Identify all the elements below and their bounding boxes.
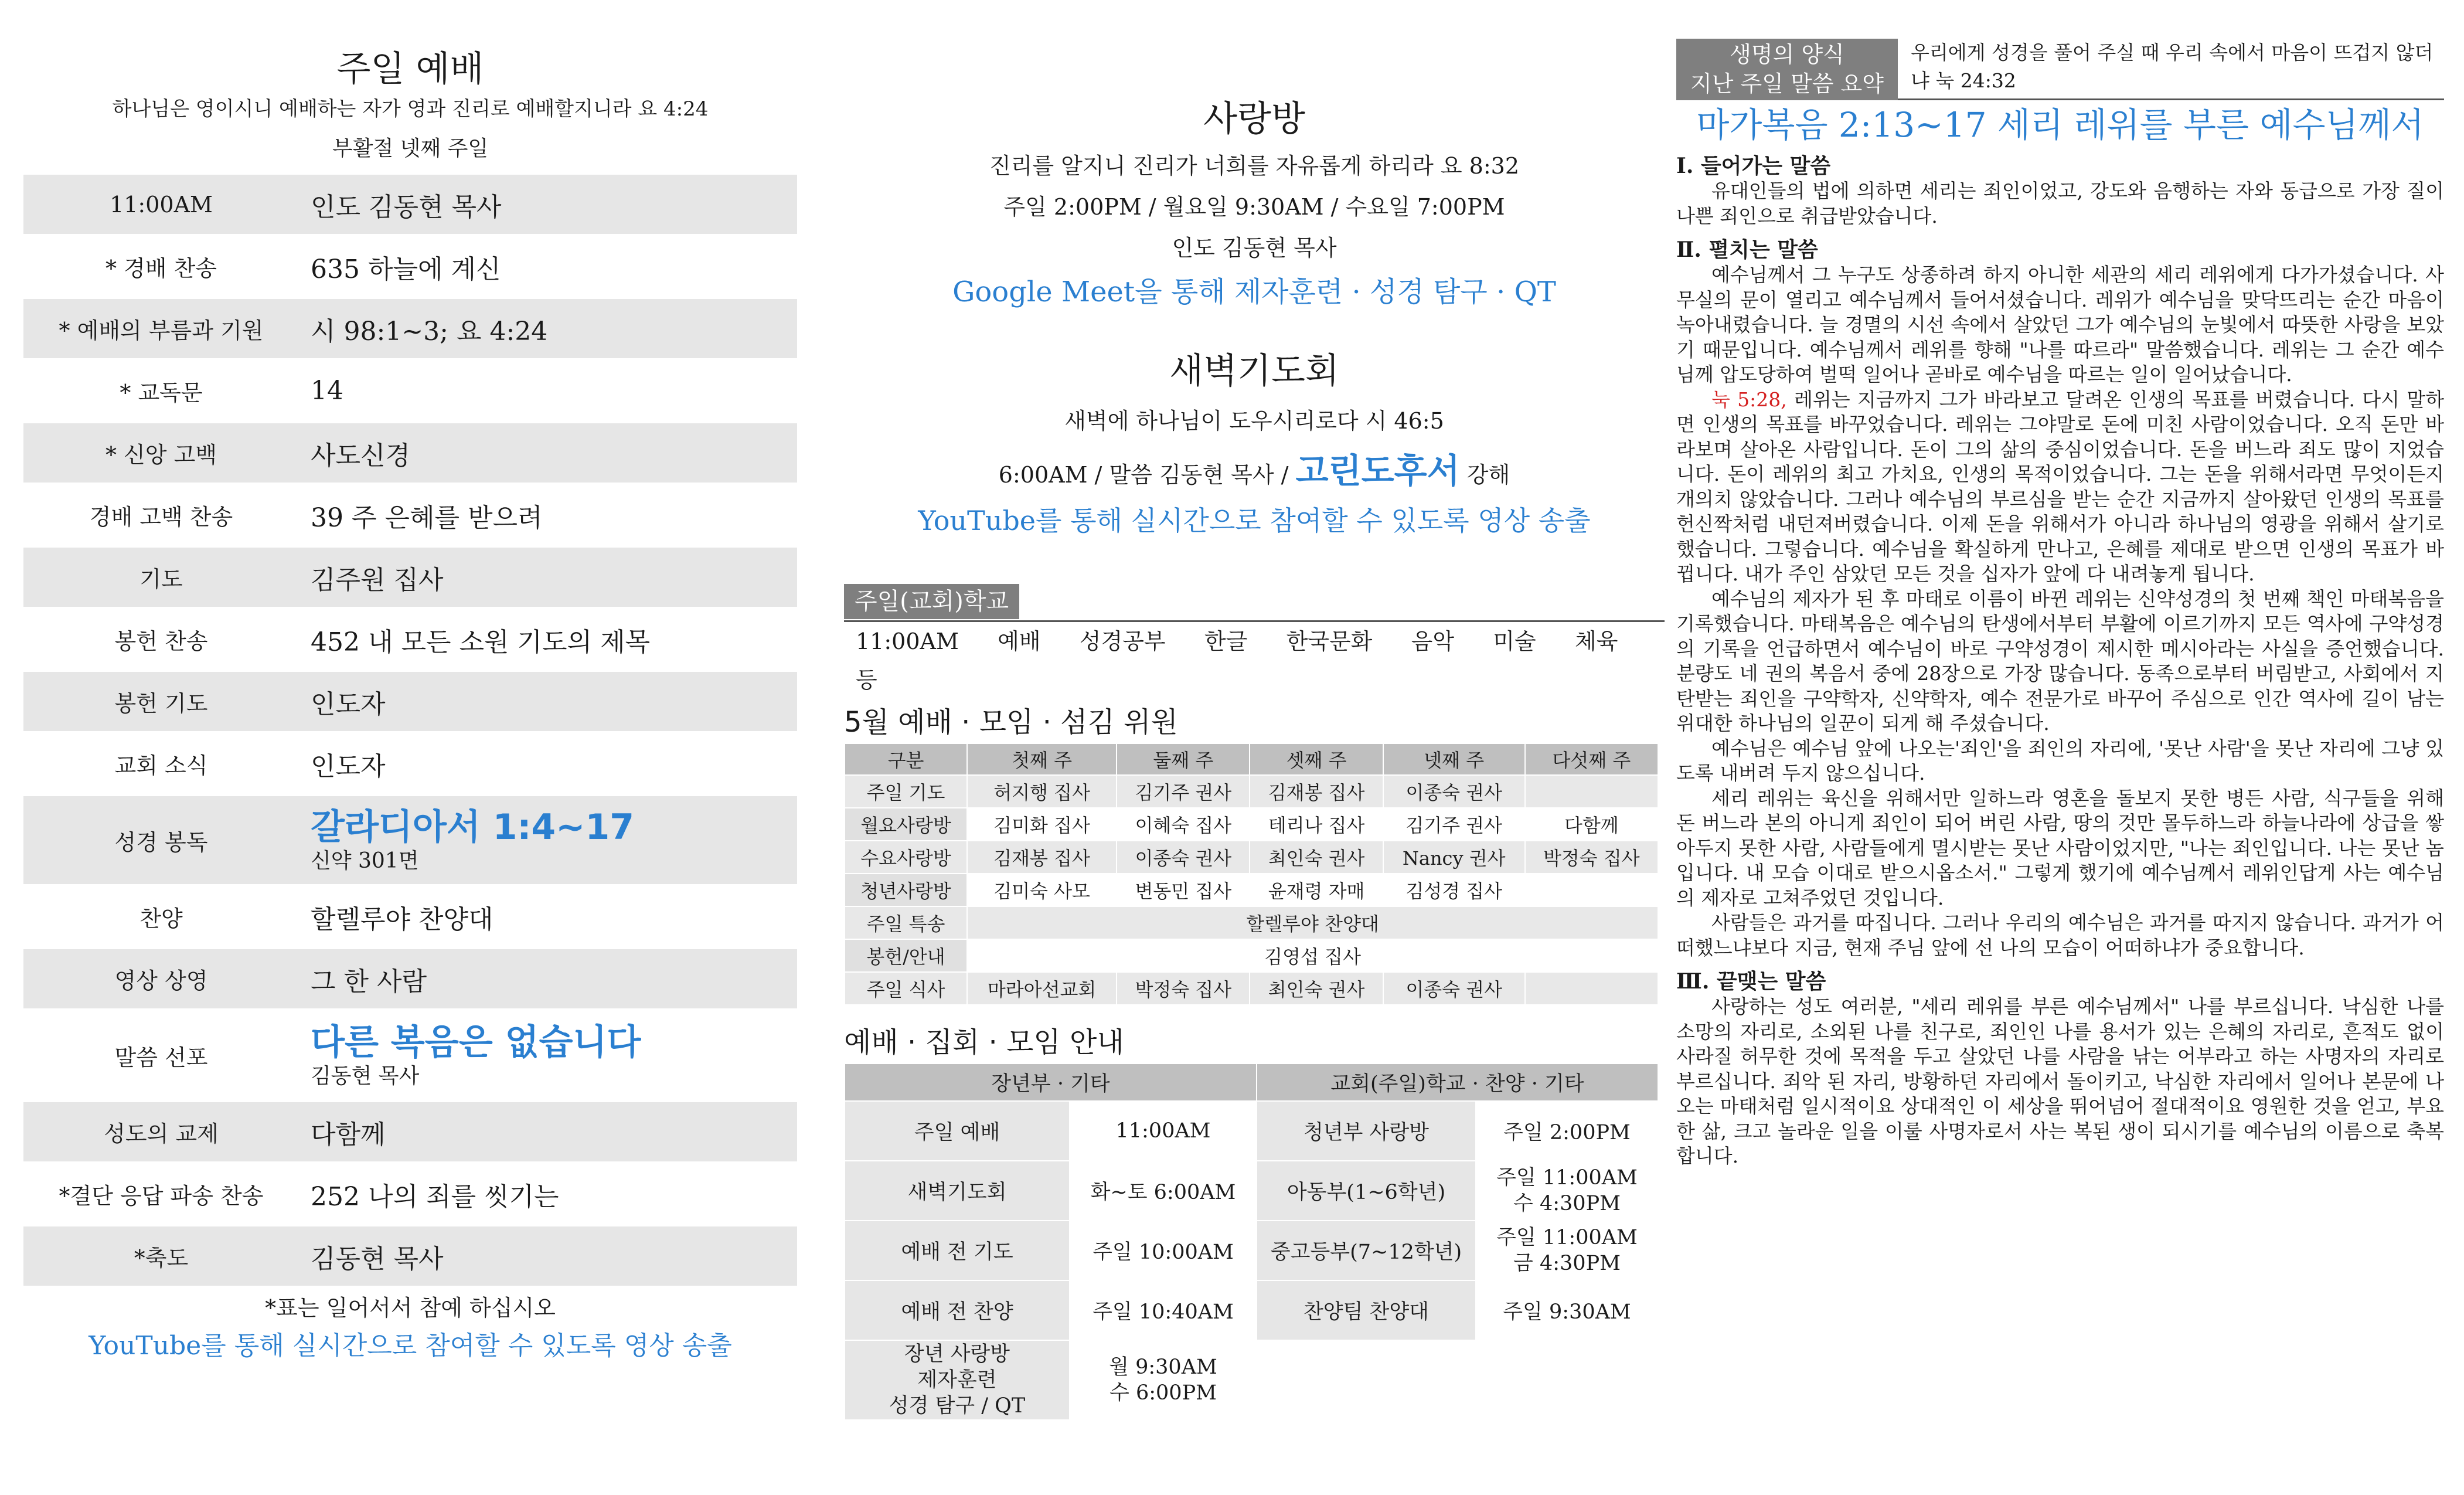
table-cell: 할렐루야 찬양대 <box>967 906 1658 939</box>
dawn-verse: 새벽에 하나님이 도우시리로다 시 46:5 <box>1064 408 1444 434</box>
table-cell: Nancy 권사 <box>1383 841 1525 874</box>
scripture-ref: 눅 5:28, <box>1711 388 1787 411</box>
school-item: 11:00AM <box>856 628 959 654</box>
order-label: 11:00AM <box>110 191 213 218</box>
order-value: 다함께 <box>311 1119 386 1150</box>
dawn-book: 고린도후서 <box>1295 451 1460 491</box>
table-cell: 테리나 집사 <box>1250 808 1383 841</box>
sarangbang-title: 사랑방 <box>1203 98 1305 140</box>
order-label: 봉헌 찬송 <box>114 628 208 654</box>
school-item: 미술 <box>1493 628 1536 654</box>
table-cell: 최인숙 권사 <box>1250 841 1383 874</box>
order-row <box>23 1102 797 1161</box>
table-cell: 중고등부(7~12학년) <box>1257 1221 1476 1280</box>
table-row <box>845 1280 1658 1340</box>
order-value: 김주원 집사 <box>311 565 444 595</box>
section-heading: Ⅱ. 펼치는 말씀 <box>1676 237 1818 262</box>
table-row <box>845 1161 1658 1221</box>
order-row-sermon <box>23 1011 797 1099</box>
youtube-notice: YouTube를 통해 실시간으로 참여할 수 있도록 영상 송출 <box>89 1331 732 1361</box>
table-row <box>845 841 1658 874</box>
worship-subtitle: 부활절 넷째 주일 <box>332 137 489 161</box>
order-value: 635 하늘에 계신 <box>311 254 501 284</box>
sermon-preacher: 김동현 목사 <box>311 1064 420 1088</box>
school-item: 예배 <box>998 628 1041 654</box>
table-header: 첫째 주 <box>967 743 1117 775</box>
table-header: 장년부 · 기타 <box>845 1064 1257 1101</box>
table-cell: 주일 기도 <box>845 775 967 808</box>
order-label: *축도 <box>134 1245 189 1271</box>
table-cell: 수요사랑방 <box>845 841 967 874</box>
may-table-title: 5월 예배 · 모임 · 섬김 위원 <box>844 706 1178 739</box>
sermon-paragraph: 예수님은 예수님 앞에 나오는'죄인'을 죄인의 자리에, '못난 사람'을 못난 자리에 그냥 있도록 내버려 두지 않으십니다. <box>1676 736 2444 784</box>
google-meet-notice: Google Meet을 통해 제자훈련 · 성경 탐구 · QT <box>952 276 1556 308</box>
worship-order <box>23 175 797 1286</box>
order-label: 경배 고백 찬송 <box>89 504 233 530</box>
worship-column <box>23 0 797 1495</box>
order-value: 김동현 목사 <box>311 1243 444 1274</box>
scripture-reading: 갈라디아서 1:4~17 <box>311 807 634 848</box>
table-cell: 이종숙 권사 <box>1383 972 1525 1005</box>
order-label: * 경배 찬송 <box>105 256 217 281</box>
order-row <box>23 175 797 234</box>
school-tag: 주일(교회)학교 <box>844 584 1019 619</box>
table-cell: 예배 전 기도 <box>845 1221 1070 1280</box>
table-cell: 박정숙 집사 <box>1117 972 1250 1005</box>
table-cell: 주일 예배 <box>845 1101 1070 1161</box>
sermon-top-verse: 우리에게 성경을 풀어 주실 때 우리 속에서 마음이 뜨겁지 않더냐 눅 24:32 <box>1898 39 2444 100</box>
order-value: 인도자 <box>311 751 386 782</box>
table-cell: 주일 9:30AM <box>1476 1280 1658 1340</box>
table-cell: 봉헌/안내 <box>845 939 967 972</box>
order-label: 영상 상영 <box>114 968 208 994</box>
table-cell: 김미화 집사 <box>967 808 1117 841</box>
table-header: 둘째 주 <box>1117 743 1250 775</box>
order-label: 찬양 <box>139 906 183 932</box>
table-cell: 주일 2:00PM <box>1476 1101 1658 1161</box>
order-label: 교회 소식 <box>114 753 208 779</box>
table-cell: 주일 특송 <box>845 906 967 939</box>
order-value: 사도신경 <box>311 440 411 471</box>
table-cell: 예배 전 찬양 <box>845 1280 1070 1340</box>
sermon-paragraph: 사랑하는 성도 여러분, "세리 레위를 부른 예수님께서" 나를 부르십니다. 낙심한 나를 소망의 자리로, 소외된 나를 친구로, 죄인인 나를 용서가 있는 은혜의 자리로, 흔적도 없이 사라질 허무한 것에 목적을 두고 살았던 나를 사람을 낚는 어부라고 하는 사명자의 자리로 부르십니다. 죄악 된 자리, 방황하던 자리에서 돌이키고, 낙심한 자리에서 일어나 본문에 나오는 마태처럼 일시적이요 상대적인 이 세상을 뛰어넘어 절대적이요 영원한 것을 얻고, 부요한 삶, 크고 놀라운 일을 이룰 사명자로서 사는 복된 생이 되시기를 예수님의 이름으로 축복합니다. <box>1676 995 2444 1167</box>
section-heading: Ⅰ. 들어가는 말씀 <box>1676 154 1831 178</box>
order-row <box>23 237 797 296</box>
table-cell: 주일 10:40AM <box>1070 1280 1257 1340</box>
school-item: 등 <box>856 667 877 693</box>
order-row <box>23 1226 797 1286</box>
dawn-youtube-notice: YouTube를 통해 실시간으로 참여할 수 있도록 영상 송출 <box>918 505 1591 536</box>
order-row <box>23 485 797 545</box>
table-cell: 다함께 <box>1525 808 1658 841</box>
worship-title: 주일 예배 <box>336 49 484 90</box>
table-cell: 11:00AM <box>1070 1101 1257 1161</box>
school-item: 성경공부 <box>1079 628 1166 654</box>
school-item: 한글 <box>1204 628 1248 654</box>
sermon-badge <box>1676 39 1898 100</box>
table-row <box>845 972 1658 1005</box>
order-value: 39 주 은혜를 받으려 <box>311 502 543 533</box>
table-cell <box>1525 775 1658 808</box>
sarangbang-leader: 인도 김동현 목사 <box>1172 235 1337 261</box>
table-row <box>845 1101 1658 1161</box>
table-cell: 찬양팀 찬양대 <box>1257 1280 1476 1340</box>
table-cell: 주일 10:00AM <box>1070 1221 1257 1280</box>
table-cell: 김기주 권사 <box>1383 808 1525 841</box>
table-cell: 윤재령 자매 <box>1250 874 1383 906</box>
sarangbang-times: 주일 2:00PM / 월요일 9:30AM / 수요일 7:00PM <box>1003 194 1505 220</box>
badge-line: 지난 주일 말씀 요약 <box>1690 71 1884 97</box>
sermon-paragraph: 세리 레위는 육신을 위해서만 일하느라 영혼을 돌보지 못한 병든 사람, 식구들을 위해 돈 버느라 본의 아니게 죄인이 되어 버린 사람, 땅의 것만 몰두하느라 하늘나라에 상급을 쌓아두지 못한 사람, 사람들에게 멸시받는 못난 사람이었지만, "나는 죄인입니다. 나는 못난 놈입니다. 내 모습 이대로 받으시옵소서." 그렇게 했기에 예수님께서 레위인답게 사는 예수님의 제자로 고쳐주었던 것입니다. <box>1676 786 2444 909</box>
order-label: 성도의 교제 <box>104 1121 219 1147</box>
table-header: 다섯째 주 <box>1525 743 1658 775</box>
table-cell: 김미숙 사모 <box>967 874 1117 906</box>
order-label: * 예배의 부름과 기원 <box>59 318 264 344</box>
table-header: 교회(주일)학교 · 찬양 · 기타 <box>1257 1064 1658 1101</box>
school-item: 체육 <box>1575 628 1618 654</box>
table-header: 넷째 주 <box>1383 743 1525 775</box>
sermon-header <box>1676 39 2444 100</box>
order-value: 452 내 모든 소원 기도의 제목 <box>311 627 650 657</box>
order-label: 기도 <box>139 566 183 592</box>
order-row <box>23 949 797 1008</box>
scripture-page: 신약 301면 <box>311 849 419 873</box>
order-row <box>23 423 797 483</box>
table-cell: 김재봉 집사 <box>967 841 1117 874</box>
table-cell: 아동부(1~6학년) <box>1257 1161 1476 1221</box>
table-row <box>845 1221 1658 1280</box>
table-cell: 김성경 집사 <box>1383 874 1525 906</box>
order-row <box>23 887 797 946</box>
dawn-schedule <box>844 444 1665 497</box>
section-heading: Ⅲ. 끝맺는 말씀 <box>1676 969 1826 994</box>
table-cell: 월요사랑방 <box>845 808 967 841</box>
table-header: 셋째 주 <box>1250 743 1383 775</box>
order-value: 인도자 <box>311 689 386 719</box>
order-row <box>23 1164 797 1224</box>
order-label: 봉헌 기도 <box>114 691 208 716</box>
table-cell: 청년사랑방 <box>845 874 967 906</box>
table-header-row <box>845 1064 1658 1101</box>
table-cell: 김영섭 집사 <box>967 939 1658 972</box>
table-cell <box>1525 972 1658 1005</box>
sermon-summary-title: 마가복음 2:13~17 세리 레위를 부른 예수님께서 <box>1696 105 2424 145</box>
sermon-paragraph: 예수님께서 그 누구도 상종하려 하지 아니한 세관의 세리 레위에게 다가가셨습니다. 사무실의 문이 열리고 예수님께서 들어서셨습니다. 레위가 예수님을 맞닥뜨리는 순간 마음이 녹아내렸습니다. 늘 경멸의 시선 속에서 살았던 그가 예수님의 눈빛에서 따뜻한 사랑을 보았기 때문입니다. 예수님께서 레위를 향해 "나를 따르라" 말씀했습니다. 레위는 그 순간 예수님께 압도당하여 벌떡 일어나 곧바로 예수님을 따르는 일이 일어났습니다. <box>1676 263 2444 386</box>
paragraph-text: 레위는 지금까지 그가 바라보고 달려온 인생의 목표를 버렸습니다. 다시 말하면 인생의 목표를 바꾸었습니다. 레위는 그야말로 돈에 미친 사람이었습니다. 오직 돈만 바라보며 살아온 사람입니다. 돈이 그의 삶의 중심이었습니다. 돈을 버느라 죄도 많이 지었습니다. 돈이 레위의 최고 가치요, 인생의 목적이었습니다. 그는 돈을 위해서라면 무엇이든지 개의치 않았습니다. 그러나 예수님의 부르심을 받는 순간 지금까지 살아왔던 인생의 목표를 헌신짝처럼 내던져버렸습니다. 이제 돈을 위해서가 아니라 하나님의 영광을 위해서 살기로 했습니다. 그렇습니다. 예수님을 확실하게 만나고, 은혜를 제대로 받으면 인생의 목표가 바뀝니다. 내가 주인 삼았던 모든 것을 십자가 앞에 다 내려놓게 됩니다. <box>1676 388 2444 585</box>
table-header-row <box>845 743 1658 775</box>
table-row <box>845 874 1658 906</box>
table-cell: 화~토 6:00AM <box>1070 1161 1257 1221</box>
standing-note: *표는 일어서서 참예 하십시오 <box>265 1295 556 1321</box>
order-value: 할렐루야 찬양대 <box>311 904 494 935</box>
table-cell: 이종숙 권사 <box>1383 775 1525 808</box>
table-cell: 이혜숙 집사 <box>1117 808 1250 841</box>
sermon-paragraph: 예수님의 제자가 된 후 마태로 이름이 바뀐 레위는 신약성경의 첫 번째 책인 마태복음을 기록했습니다. 마태복음은 예수님의 탄생에서부터 부활에 이르기까지 모든 역사에 구약성경의 기록을 언급하면서 예수님이 바로 구약성경이 제시한 메시아라는 사실을 증언했습니다. 분량도 네 권의 복음서 중에 28장으로 가장 많습니다. 동족으로부터 버림받고, 사회에서 지탄받는 죄인을 구약학자, 신약학자, 예수 전문가로 바꾸어 주심으로 인간 역사에 길이 남는 위대한 하나님의 일꾼이 되게 해 주셨습니다. <box>1676 587 2444 735</box>
table-cell: 변동민 집사 <box>1117 874 1250 906</box>
order-row <box>23 734 797 793</box>
schedule-guide-table <box>844 1063 1659 1421</box>
table-cell: 월 9:30AM 수 6:00PM <box>1070 1340 1257 1420</box>
dawn-line-pre: 6:00AM / 말씀 김동현 목사 / <box>998 462 1289 488</box>
events-column <box>844 0 1665 1495</box>
order-row-scripture <box>23 796 797 884</box>
table-row <box>845 939 1658 972</box>
school-item: 한국문화 <box>1286 628 1373 654</box>
table-cell: 최인숙 권사 <box>1250 972 1383 1005</box>
table-cell: 이종숙 권사 <box>1117 841 1250 874</box>
sermon-title: 다른 복음은 없습니다 <box>311 1022 641 1063</box>
order-label: 말씀 선포 <box>114 1044 208 1071</box>
worship-verse: 하나님은 영이시니 예배하는 자가 영과 진리로 예배할지니라 요 4:24 <box>112 97 709 121</box>
order-value: 인도 김동현 목사 <box>311 192 502 222</box>
order-row <box>23 672 797 731</box>
table-cell: 마라아선교회 <box>967 972 1117 1005</box>
dawn-line-post: 강해 <box>1466 462 1510 488</box>
table-cell <box>1525 874 1658 906</box>
order-row <box>23 299 797 358</box>
table-cell: 김기주 권사 <box>1117 775 1250 808</box>
school-items <box>844 622 1665 693</box>
table-cell: 김재봉 집사 <box>1250 775 1383 808</box>
table-cell: 장년 사랑방 제자훈련 성경 탐구 / QT <box>845 1340 1070 1420</box>
order-value: 252 나의 죄를 씻기는 <box>311 1181 559 1212</box>
table-cell: 허지행 집사 <box>967 775 1117 808</box>
order-label: * 신앙 고백 <box>105 442 217 468</box>
table-row <box>845 775 1658 808</box>
table-cell: 박정숙 집사 <box>1525 841 1658 874</box>
order-row <box>23 610 797 669</box>
sarangbang-verse: 진리를 알지니 진리가 너희를 자유롭게 하리라 요 8:32 <box>989 153 1520 179</box>
dawn-title: 새벽기도회 <box>1169 351 1339 392</box>
order-label: * 교독문 <box>120 380 203 406</box>
table-row <box>845 808 1658 841</box>
sermon-summary-column <box>1676 0 2444 1495</box>
may-volunteer-table <box>844 743 1659 1005</box>
order-label: *결단 응답 파송 찬송 <box>59 1183 264 1209</box>
order-label: 성경 봉독 <box>114 829 208 855</box>
sermon-paragraph: 유대인들의 법에 의하면 세리는 죄인이었고, 강도와 음행하는 자와 동급으로 가장 질이 나쁜 죄인으로 취급받았습니다. <box>1676 179 2444 227</box>
school-item: 음악 <box>1411 628 1455 654</box>
table-cell: 주일 11:00AM 수 4:30PM <box>1476 1161 1658 1221</box>
order-row <box>23 548 797 607</box>
guide-title: 예배 · 집회 · 모임 안내 <box>844 1026 1124 1059</box>
table-cell: 주일 11:00AM 금 4:30PM <box>1476 1221 1658 1280</box>
order-value: 시 98:1~3; 요 4:24 <box>311 316 548 346</box>
sermon-paragraph: 사람들은 과거를 따집니다. 그러나 우리의 예수님은 과거를 따지지 않습니다. 과거가 어떠했느냐보다 지금, 현재 주님 앞에 선 나의 모습이 어떠하냐가 중요합니다. <box>1676 911 2444 959</box>
order-row <box>23 361 797 420</box>
table-cell: 청년부 사랑방 <box>1257 1101 1476 1161</box>
school-header <box>844 584 1665 622</box>
table-cell: 주일 식사 <box>845 972 967 1005</box>
table-header: 구분 <box>845 743 967 775</box>
order-value: 그 한 사람 <box>311 966 427 997</box>
table-row <box>845 1340 1658 1420</box>
sermon-paragraph <box>1676 388 2444 587</box>
table-cell: 새벽기도회 <box>845 1161 1070 1221</box>
table-row <box>845 906 1658 939</box>
order-value: 14 <box>311 376 343 406</box>
badge-line: 생명의 양식 <box>1730 42 1844 67</box>
